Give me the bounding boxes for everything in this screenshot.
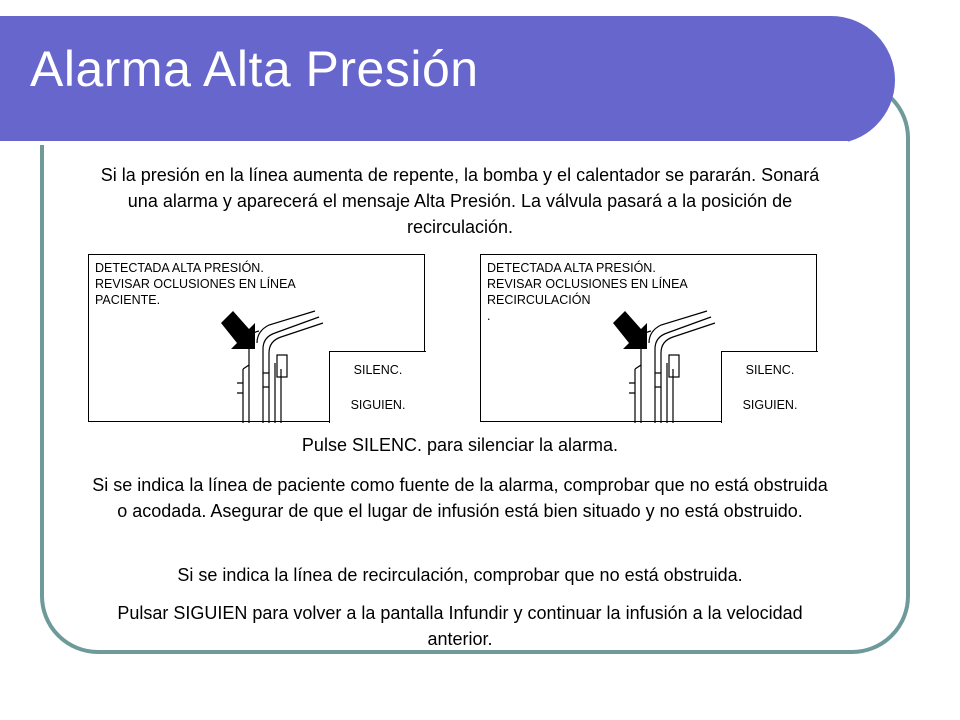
device-screen-patient (88, 254, 425, 422)
recirc-line-instruction: Si se indica la línea de recirculación, comprobar que no está obstruida. (177, 565, 743, 585)
siguien-instruction: Pulsar SIGUIEN para volver a la pantalla Infundir y continuar la infusión a la velocidad anterior. (117, 603, 803, 649)
title-underline (0, 141, 848, 145)
button-column (721, 351, 818, 423)
alarm-message (95, 260, 296, 308)
siguien-button[interactable]: SIGUIEN. (722, 387, 818, 423)
alarm-line: REVISAR OCLUSIONES EN LÍNEA (95, 277, 296, 291)
silenc-button[interactable]: SILENC. (330, 351, 426, 389)
alarm-line: DETECTADA ALTA PRESIÓN. (487, 261, 656, 275)
button-column (329, 351, 426, 423)
tubing-valve-icon (219, 303, 339, 423)
silenc-button[interactable]: SILENC. (722, 351, 818, 389)
slide-title: Alarma Alta Presión (30, 41, 479, 97)
intro-text: Si la presión en la línea aumenta de repente, la bomba y el calentador se pararán. Sonará una alarma y aparecerá el mensaje Alta Presión. La válvula pasará a la posición de recirculación. (100, 165, 820, 237)
alarm-line: . (487, 309, 491, 323)
alarm-line: REVISAR OCLUSIONES EN LÍNEA (487, 277, 688, 291)
patient-line-instruction: Si se indica la línea de paciente como fuente de la alarma, comprobar que no está obstruida o acodada. Asegurar de que el lugar de infusión está bien situado y no está obstruido. (92, 475, 828, 521)
alarm-line: DETECTADA ALTA PRESIÓN. (95, 261, 264, 275)
silenc-instruction: Pulse SILENC. para silenciar la alarma. (301, 435, 619, 455)
alarm-line: RECIRCULACIÓN (487, 293, 591, 307)
alarm-line: PACIENTE. (95, 293, 161, 307)
siguien-button[interactable]: SIGUIEN. (330, 387, 426, 423)
tubing-valve-icon (611, 303, 731, 423)
device-screen-recirculation (480, 254, 817, 422)
